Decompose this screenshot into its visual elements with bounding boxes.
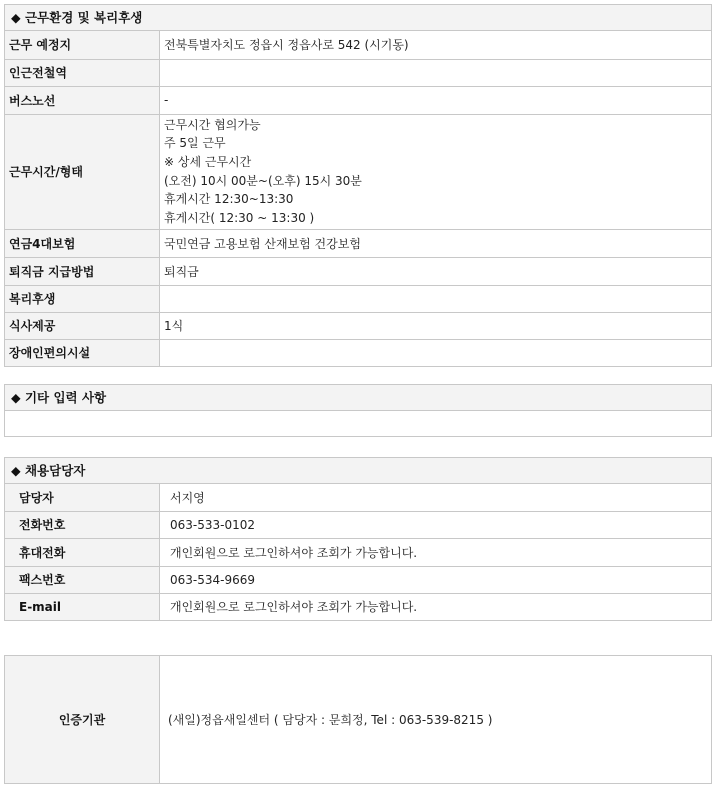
table-row [5,538,712,566]
table-row [5,656,712,784]
row-value-subway [160,59,712,86]
table-row [5,566,712,593]
contact-title: ◆ 채용담당자 [4,457,712,484]
row-label-bus: 버스노선 [5,86,160,114]
cert-table [4,655,712,784]
contact-value-phone: 063-533-0102 [160,511,712,538]
work-env-title: ◆ 근무환경 및 복리후생 [4,4,712,31]
contact-section [4,457,712,621]
work-env-table [4,31,712,367]
table-row [5,511,712,538]
row-label-work-location: 근무 예정지 [5,31,160,59]
contact-table [4,484,712,621]
contact-label-mobile: 휴대전화 [5,538,160,566]
row-value-accessibility [160,339,712,366]
row-label-severance: 퇴직금 지급방법 [5,257,160,285]
contact-label-fax: 팩스번호 [5,566,160,593]
table-row [5,114,712,229]
table-row [5,593,712,620]
row-value-bus: - [160,86,712,114]
work-hours-line: 휴게시간 12:30~13:30 [164,192,294,207]
work-hours-line: ※ 상세 근무시간 [164,154,252,169]
cert-value: (새일)정읍새일센터 ( 담당자 : 문희정, Tel : 063-539-8215 ) [160,656,712,784]
row-value-meal: 1식 [160,312,712,339]
row-label-accessibility: 장애인편의시설 [5,339,160,366]
contact-label-manager: 담당자 [5,484,160,511]
cert-label: 인증기관 [5,656,160,784]
contact-label-email: E-mail [5,593,160,620]
contact-value-email: 개인회원으로 로그인하셔야 조회가 가능합니다. [160,593,712,620]
table-row [5,31,712,59]
row-value-welfare [160,285,712,312]
row-value-work-location: 전북특별자치도 정읍시 정읍사로 542 (시기동) [160,31,712,59]
table-row [5,484,712,511]
table-row [5,312,712,339]
work-env-section [4,4,712,367]
work-hours-line: 주 5일 근무 [164,136,226,151]
work-hours-line: 휴게시간( 12:30 ~ 13:30 ) [164,210,315,225]
table-row [5,59,712,86]
contact-value-manager: 서지영 [160,484,712,511]
table-row [5,257,712,285]
other-section [4,384,712,437]
contact-value-fax: 063-534-9669 [160,566,712,593]
work-hours-line: (오전) 10시 00분~(오후) 15시 30분 [164,173,362,188]
other-content [4,411,712,437]
contact-label-phone: 전화번호 [5,511,160,538]
row-label-meal: 식사제공 [5,312,160,339]
row-value-insurance: 국민연금 고용보험 산재보험 건강보험 [160,229,712,257]
table-row [5,229,712,257]
row-label-subway: 인근전철역 [5,59,160,86]
table-row [5,285,712,312]
cert-section [4,655,712,784]
work-hours-line: 근무시간 협의가능 [164,117,261,132]
row-label-insurance: 연금4대보험 [5,229,160,257]
row-value-work-hours [160,114,712,229]
table-row [5,86,712,114]
contact-value-mobile: 개인회원으로 로그인하셔야 조회가 가능합니다. [160,538,712,566]
row-value-severance: 퇴직금 [160,257,712,285]
table-row [5,339,712,366]
row-label-welfare: 복리후생 [5,285,160,312]
other-title: ◆ 기타 입력 사항 [4,384,712,411]
row-label-work-hours: 근무시간/형태 [5,114,160,229]
